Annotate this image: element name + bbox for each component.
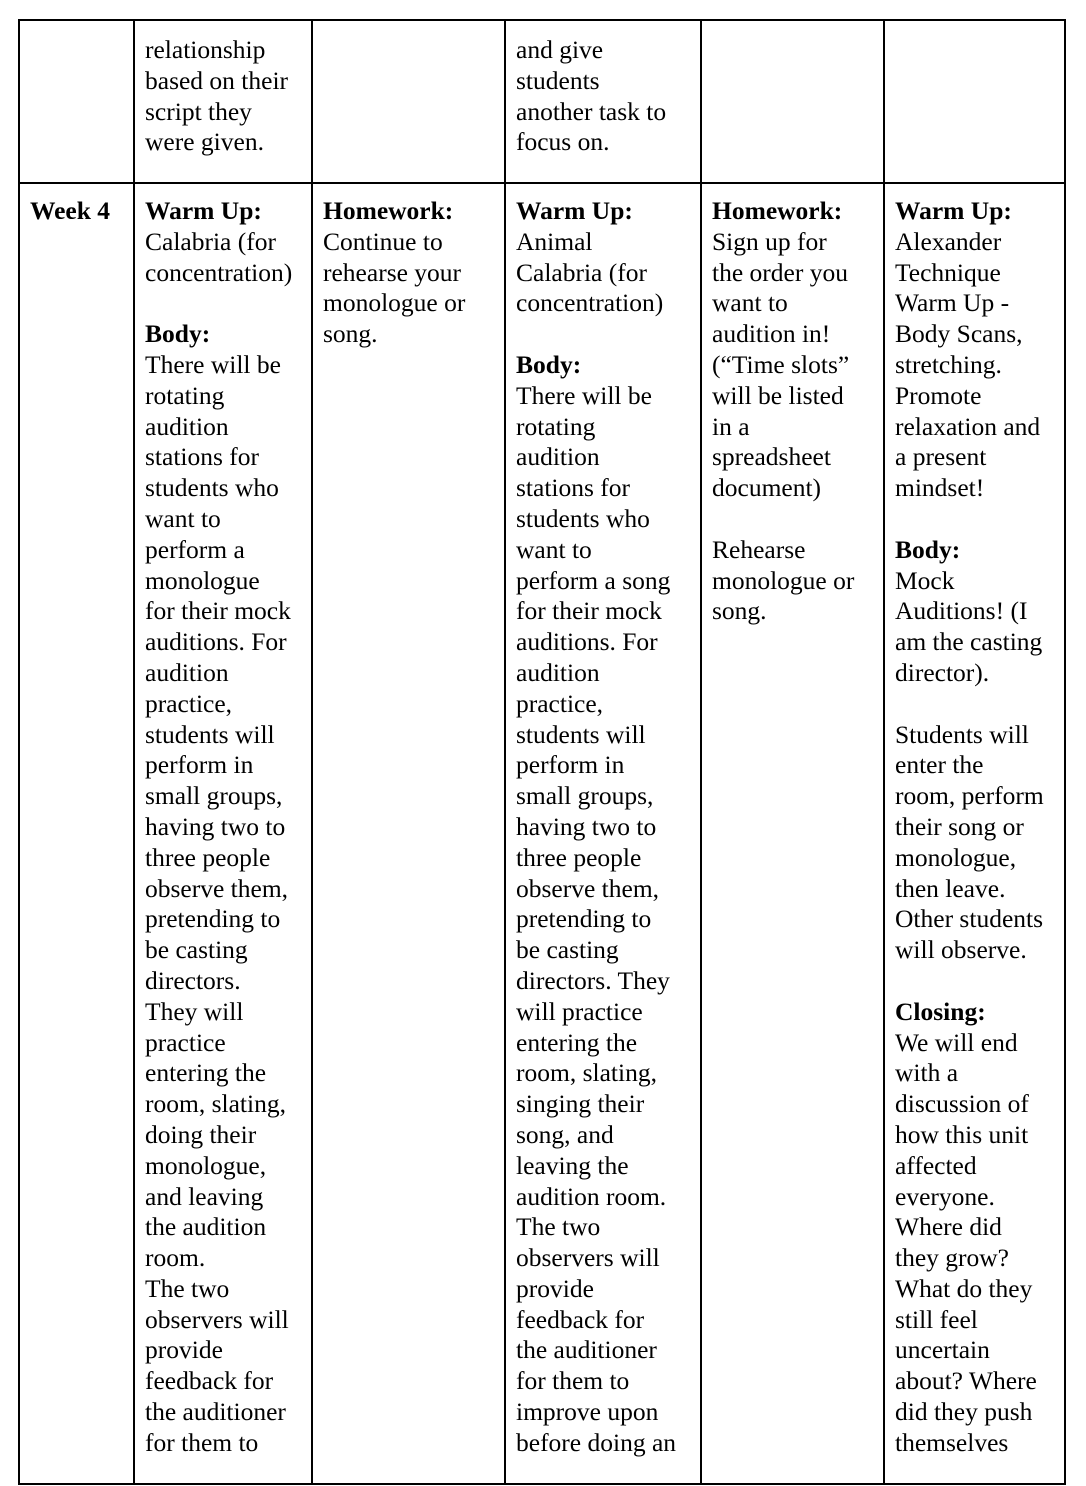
text-line: Animal [516, 226, 593, 256]
text-line: practice, [516, 688, 604, 718]
body-heading: Body: [145, 319, 211, 349]
text-line: There will be [145, 349, 281, 379]
text-line: before doing an [516, 1427, 677, 1457]
text-line: relationship [145, 35, 266, 64]
text-line: a present [895, 442, 987, 472]
text-line: spreadsheet [712, 442, 831, 472]
text-line: leaving the [516, 1150, 629, 1180]
text-line: how this unit [895, 1119, 1029, 1149]
continuation-row [19, 20, 1065, 183]
text-line: still feel [895, 1304, 978, 1334]
text-line: affected [895, 1150, 977, 1180]
text-line: auditions. For [516, 627, 658, 657]
week4-col2-cell [312, 183, 505, 1484]
text-block [516, 381, 692, 1459]
text-line: monologue, [145, 1150, 267, 1180]
text-block [712, 227, 875, 504]
cont-col2-cell [312, 20, 505, 183]
text-line: observe them, [145, 873, 289, 903]
text-line: enter the [895, 750, 984, 780]
text-block [895, 720, 1056, 966]
text-line: song. [323, 319, 378, 349]
text-line: for them to [145, 1427, 259, 1457]
closing-heading: Closing: [895, 996, 986, 1026]
warmup-heading: Warm Up: [145, 196, 262, 225]
text-line: Calabria (for [516, 257, 647, 287]
text-line: for their mock [516, 596, 662, 626]
text-line: am the casting [895, 627, 1043, 657]
text-line: based on their [145, 65, 289, 95]
text-line: everyone. [895, 1181, 995, 1211]
text-line: song, and [516, 1119, 614, 1149]
homework-heading: Homework: [323, 196, 454, 225]
text-line: directors. They [516, 965, 670, 995]
text-line: singing their [516, 1089, 645, 1119]
text-line: provide [145, 1335, 223, 1365]
text-line: themselves [895, 1427, 1009, 1457]
week4-row [19, 183, 1065, 1484]
text-line: rehearse your [323, 257, 462, 287]
text-line: stations for [145, 442, 260, 472]
text-line: and leaving [145, 1181, 264, 1211]
text-line: stretching. [895, 349, 1002, 379]
text-line: room, perform [895, 781, 1044, 811]
text-line: with a [895, 1058, 959, 1088]
text-line: room, slating, [145, 1089, 286, 1119]
text-line: the order you [712, 257, 848, 287]
text-line: The two [516, 1212, 601, 1242]
text-line: perform in [145, 750, 254, 780]
text-line: then leave. [895, 873, 1006, 903]
text-line: Warm Up - [895, 288, 1010, 318]
text-block [895, 1028, 1056, 1459]
text-block [895, 566, 1056, 689]
text-line: want to [145, 503, 221, 533]
text-block [516, 35, 692, 158]
text-line: Other students [895, 904, 1044, 934]
text-line: discussion of [895, 1089, 1029, 1119]
text-line: audition [516, 442, 600, 472]
cont-week-cell [19, 20, 134, 183]
text-line: doing their [145, 1119, 257, 1149]
text-line: document) [712, 473, 822, 503]
week4-col4-cell [701, 183, 884, 1484]
text-line: be casting [516, 935, 619, 965]
text-line: students [516, 65, 600, 95]
text-line: feedback for [145, 1366, 274, 1396]
text-line: want to [516, 534, 592, 564]
text-line: provide [516, 1273, 594, 1303]
text-line: three people [145, 842, 271, 872]
text-line: Alexander [895, 226, 1002, 256]
text-line: Promote [895, 380, 982, 410]
text-line: We will end [895, 1027, 1018, 1057]
week4-col1-cell [134, 183, 312, 1484]
text-line: the auditioner [516, 1335, 657, 1365]
text-line: What do they [895, 1273, 1033, 1303]
homework-heading: Homework: [712, 196, 843, 225]
text-line: they grow? [895, 1243, 1010, 1273]
text-line: audition [516, 657, 600, 687]
text-line: Sign up for [712, 226, 827, 256]
text-line: relaxation and [895, 411, 1041, 441]
lesson-plan-table [18, 19, 1066, 1485]
text-line: mindset! [895, 473, 985, 503]
text-line: rotating [145, 380, 225, 410]
cont-col3-cell [505, 20, 701, 183]
text-line: audition room. [516, 1181, 667, 1211]
text-line: Body Scans, [895, 319, 1023, 349]
text-line: concentration) [516, 288, 664, 318]
text-line: monologue [145, 565, 260, 595]
warmup-heading: Warm Up: [516, 196, 633, 225]
text-line: another task to [516, 96, 667, 126]
cont-col1-cell [134, 20, 312, 183]
text-line: practice, [145, 688, 233, 718]
text-line: the auditioner [145, 1397, 286, 1427]
text-line: students who [516, 503, 650, 533]
text-line: were given. [145, 127, 264, 157]
text-line: monologue or [323, 288, 466, 318]
text-line: audition [145, 657, 229, 687]
text-line: room, slating, [516, 1058, 657, 1088]
text-line: Continue to [323, 226, 443, 256]
text-line: will practice [516, 996, 643, 1026]
text-block [145, 350, 303, 1459]
text-line: There will be [516, 380, 652, 410]
text-block [145, 35, 303, 158]
text-line: auditions. For [145, 627, 287, 657]
text-line: perform a [145, 534, 245, 564]
body-heading: Body: [516, 349, 582, 379]
text-line: Auditions! (I [895, 596, 1028, 626]
text-line: observers will [516, 1243, 660, 1273]
text-line: small groups, [145, 781, 283, 811]
text-line: will observe. [895, 935, 1027, 965]
text-line: concentration) [145, 257, 293, 287]
text-line: Technique [895, 257, 1001, 287]
text-line: Where did [895, 1212, 1002, 1242]
text-line: entering the [516, 1027, 638, 1057]
text-line: having two to [516, 811, 657, 841]
text-line: audition in! [712, 319, 831, 349]
text-line: pretending to [145, 904, 281, 934]
text-line: for them to [516, 1366, 630, 1396]
text-line: observers will [145, 1304, 289, 1334]
week-label: Week 4 [19, 183, 134, 1484]
text-line: Mock [895, 565, 955, 595]
text-line: (“Time slots” [712, 349, 850, 379]
week4-col5-cell [884, 183, 1065, 1484]
week4-col3-cell [505, 183, 701, 1484]
text-line: room. [145, 1243, 206, 1273]
cont-col4-cell [701, 20, 884, 183]
text-line: improve upon [516, 1397, 659, 1427]
text-line: perform in [516, 750, 625, 780]
text-line: audition [145, 411, 229, 441]
text-line: want to [712, 288, 788, 318]
text-line: director). [895, 657, 990, 687]
text-block [145, 227, 303, 289]
text-line: focus on. [516, 127, 610, 157]
text-line: having two to [145, 811, 286, 841]
text-line: did they push [895, 1397, 1033, 1427]
text-block [516, 227, 692, 319]
text-line: feedback for [516, 1304, 645, 1334]
text-line: for their mock [145, 596, 291, 626]
text-line: in a [712, 411, 750, 441]
text-line: practice [145, 1027, 226, 1057]
warmup-heading: Warm Up: [895, 196, 1012, 225]
text-line: pretending to [516, 904, 652, 934]
text-line: Students will [895, 719, 1029, 749]
text-line: They will [145, 996, 244, 1026]
body-heading: Body: [895, 534, 961, 564]
text-line: students will [516, 719, 646, 749]
text-line: perform a song [516, 565, 671, 595]
text-line: uncertain [895, 1335, 990, 1365]
text-line: monologue or [712, 565, 855, 595]
text-line: The two [145, 1273, 230, 1303]
text-line: directors. [145, 965, 241, 995]
text-line: monologue, [895, 842, 1017, 872]
text-line: song. [712, 596, 767, 626]
text-block [323, 227, 496, 350]
text-line: stations for [516, 473, 631, 503]
text-line: rotating [516, 411, 596, 441]
text-block [712, 535, 875, 627]
text-line: entering the [145, 1058, 267, 1088]
text-line: small groups, [516, 781, 654, 811]
text-line: students who [145, 473, 279, 503]
text-line: will be listed [712, 380, 844, 410]
text-line: the audition [145, 1212, 267, 1242]
text-line: about? Where [895, 1366, 1037, 1396]
text-line: their song or [895, 811, 1024, 841]
text-line: and give [516, 35, 604, 64]
text-line: observe them, [516, 873, 660, 903]
text-line: three people [516, 842, 642, 872]
text-line: Calabria (for [145, 226, 276, 256]
text-line: students will [145, 719, 275, 749]
cont-col5-cell [884, 20, 1065, 183]
text-block [895, 227, 1056, 504]
text-line: script they [145, 96, 252, 126]
text-line: Rehearse [712, 534, 806, 564]
text-line: be casting [145, 935, 248, 965]
